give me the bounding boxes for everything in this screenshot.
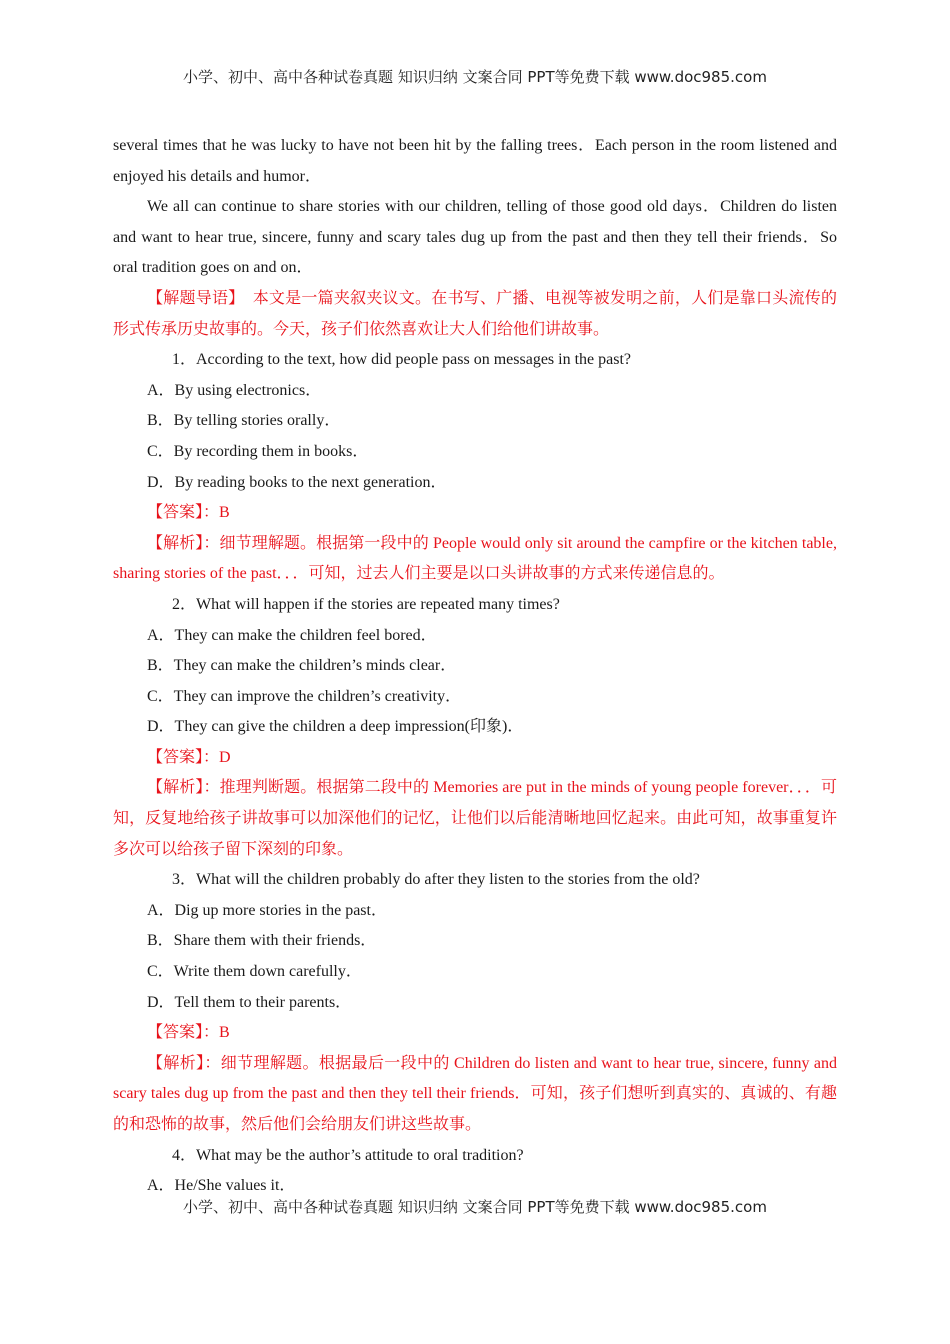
analysis-text: 推理判断题。根据第二段中的 Memories are put in the minds of young people forever．．．可知，反复地给孩子讲故事可以加深他们的记忆，让他们以后能清晰地回忆起来。由此可知，故事重复许多次可以给孩子留下深刻的印象。 bbox=[113, 779, 837, 858]
passage-paragraph: We all can continue to share stories with our children, telling of those good old days．Children do listen and want to hear true, sincere, funny and scary tales dug up from the past and then they tell their friends．So oral tradition goes on and on． bbox=[113, 198, 837, 277]
analysis-paragraph bbox=[113, 773, 837, 865]
question-option: B．They can make the children’s minds clear． bbox=[147, 657, 457, 675]
question-stem: 4．What may be the author’s attitude to oral tradition? bbox=[172, 1146, 524, 1164]
answer-label: 【答案】： bbox=[147, 748, 220, 766]
passage-paragraph: several times that he was lucky to have not been hit by the falling trees．Each person in the room listened and enjoyed his details and humor． bbox=[113, 137, 837, 185]
question-option: C．Write them down carefully． bbox=[147, 963, 362, 981]
answer-line bbox=[113, 743, 837, 774]
question-option: C．By recording them in books． bbox=[147, 442, 369, 460]
guide-label: 【解题导语】 bbox=[147, 289, 237, 307]
question-option: A．He/She values it． bbox=[147, 1177, 296, 1195]
question-option: A．They can make the children feel bored． bbox=[147, 626, 437, 644]
analysis-paragraph bbox=[113, 529, 837, 590]
guide-text: 本文是一篇夹叙夹议文。在书写、广播、电视等被发明之前，人们是靠口头流传的形式传承历史故事的。今天，孩子们依然喜欢让大人们给他们讲故事。 bbox=[113, 289, 837, 338]
answer-label: 【答案】： bbox=[147, 1024, 220, 1042]
page-header: 小学、初中、高中各种试卷真题 知识归纳 文案合同 PPT等免费下载 www.doc985.com bbox=[183, 68, 767, 86]
analysis-text: 细节理解题。根据第一段中的 People would only sit around the campfire or the kitchen table, sharing stories of the past．．．可知，过去人们主要是以口头讲故事的方式来传递信息的。 bbox=[113, 534, 837, 583]
question-option: D．By reading books to the next generation． bbox=[147, 473, 447, 491]
page-footer: 小学、初中、高中各种试卷真题 知识归纳 文案合同 PPT等免费下载 www.doc985.com bbox=[183, 1198, 767, 1216]
analysis-text: 细节理解题。根据最后一段中的 Children do listen and want to hear true, sincere, funny and scary tales dug up from the past and then they tell their friends．可知，孩子们想听到真实的、真诚的、有趣的和恐怖的故事，然后他们会给朋友们讲这些故事。 bbox=[113, 1054, 837, 1133]
question-option: A．Dig up more stories in the past． bbox=[147, 901, 387, 919]
analysis-label: 【解析】： bbox=[147, 779, 220, 797]
question-option: B．By telling stories orally． bbox=[147, 412, 341, 430]
question-option: C．They can improve the children’s creativity． bbox=[147, 687, 462, 705]
analysis-label: 【解析】： bbox=[147, 534, 220, 552]
analysis-paragraph bbox=[113, 1049, 837, 1141]
answer-label: 【答案】： bbox=[147, 504, 220, 522]
question-option: A．By using electronics． bbox=[147, 381, 322, 399]
question-stem: 2．What will happen if the stories are repeated many times? bbox=[172, 595, 560, 613]
question-stem: 1．According to the text, how did people pass on messages in the past? bbox=[172, 351, 632, 369]
analysis-label: 【解析】： bbox=[147, 1054, 221, 1072]
answer-line bbox=[113, 498, 837, 529]
question-option: D．Tell them to their parents． bbox=[147, 993, 352, 1011]
question-option: B．Share them with their friends． bbox=[147, 932, 377, 950]
question-stem: 3．What will the children probably do after they listen to the stories from the old? bbox=[172, 871, 700, 889]
guide-paragraph bbox=[113, 284, 837, 345]
question-option: D．They can give the children a deep impression(印象)． bbox=[147, 718, 524, 736]
answer-value: D bbox=[219, 748, 231, 766]
answer-value: B bbox=[219, 1024, 230, 1042]
answer-line bbox=[113, 1018, 837, 1049]
answer-value: B bbox=[219, 504, 230, 522]
document-body bbox=[113, 131, 837, 1202]
